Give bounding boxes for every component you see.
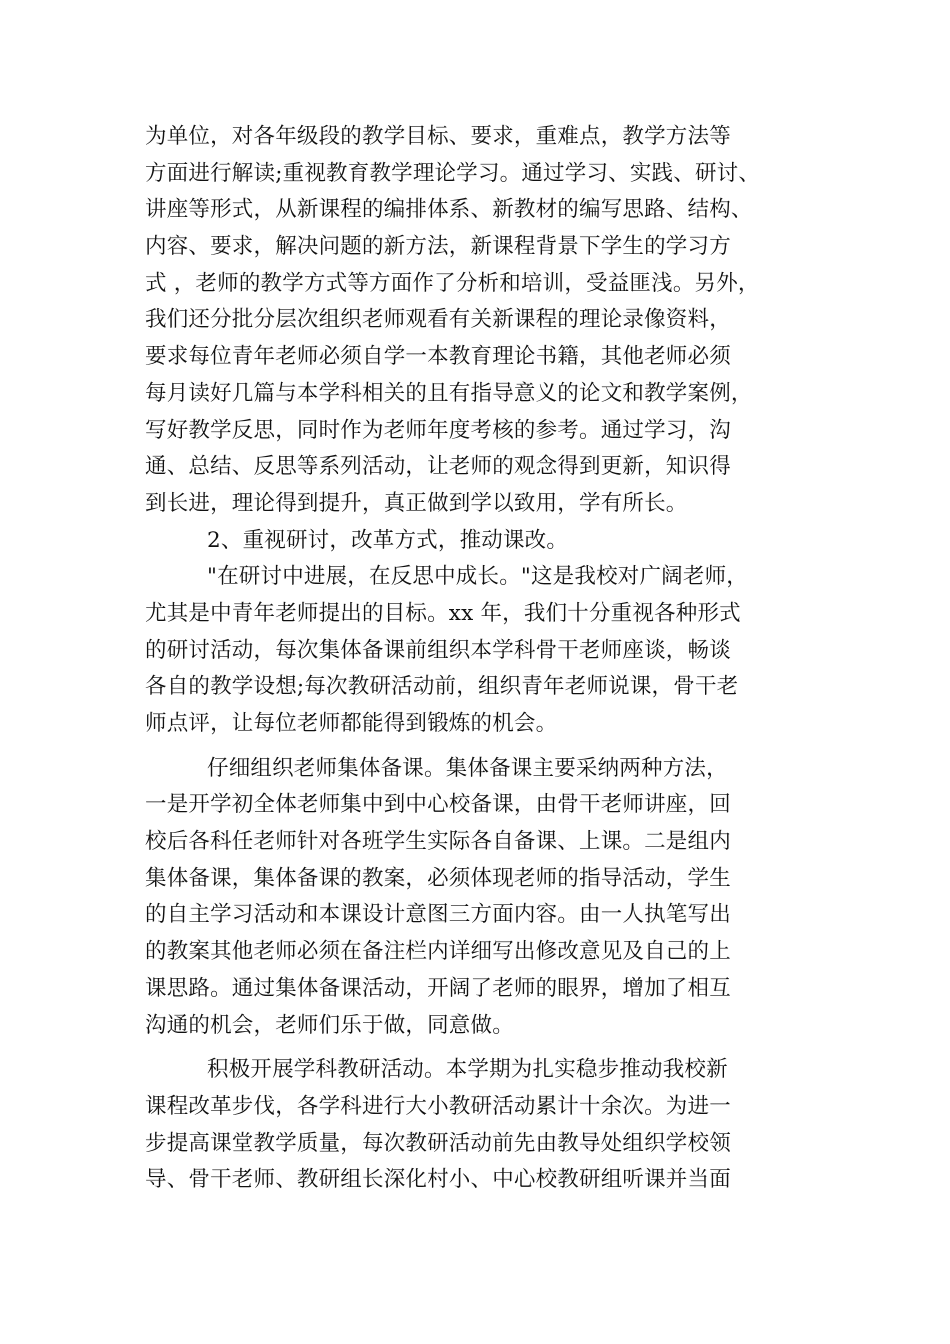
text-line: 一是开学初全体老师集中到中心校备课，由骨干老师讲座，回 — [145, 792, 731, 818]
text-line: 的自主学习活动和本课设计意图三方面内容。由一人执笔写出 — [145, 902, 731, 928]
text-line: 讲座等形式，从新课程的编排体系、新教材的编写思路、结构、 — [145, 197, 753, 223]
section-heading — [145, 523, 815, 560]
paragraph — [145, 1052, 815, 1199]
text-line: 2、重视研讨，改革方式，推动课改。 — [207, 527, 569, 553]
text-line: 沟通的机会，老师们乐于做，同意做。 — [145, 1012, 514, 1038]
text-line: 式 ，老师的教学方式等方面作了分析和培训，受益匪浅。另外， — [145, 270, 760, 296]
text-line: 仔细组织老师集体备课。集体备课主要采纳两种方法， — [207, 755, 728, 781]
text-line: 到长进，理论得到提升，真正做到学以致用，学有所长。 — [145, 490, 688, 516]
text-line: 为单位，对各年级段的教学目标、要求，重难点，教学方法等 — [145, 124, 731, 149]
text-line: "在研讨中进展，在反思中成长。"这是我校对广阔老师， — [207, 564, 748, 590]
paragraph — [145, 119, 815, 523]
text-line: 课思路。通过集体备课活动，开阔了老师的眼界，增加了相互 — [145, 975, 731, 1001]
paragraph — [145, 559, 815, 742]
text-line: 积极开展学科教研活动。本学期为扎实稳步推动我校新 — [207, 1057, 728, 1083]
text-line: 内容、要求，解决问题的新方法，新课程背景下学生的学习方 — [145, 234, 731, 260]
text-line: 我们还分批分层次组织老师观看有关新课程的理论录像资料， — [145, 307, 731, 333]
paragraph-gap — [145, 743, 815, 751]
text-line: 师点评，让每位老师都能得到锻炼的机会。 — [145, 711, 558, 736]
text-line: 要求每位青年老师必须自学一本教育理论书籍，其他老师必须 — [145, 344, 731, 370]
text-line: 的研讨活动，每次集体备课前组织本学科骨干老师座谈，畅谈 — [145, 637, 731, 663]
text-line: 校后各科任老师针对各班学生实际各自备课、上课。二是组内 — [145, 829, 731, 855]
text-line: 方面进行解读;重视教育教学理论学习。通过学习、实践、研讨、 — [145, 160, 761, 186]
text-line: 集体备课，集体备课的教案，必须体现老师的指导活动，学生 — [145, 865, 731, 891]
text-line: 导、骨干老师、教研组长深化村小、中心校教研组听课并当面 — [145, 1167, 731, 1193]
text-line: 通、总结、反思等系列活动，让老师的观念得到更新，知识得 — [145, 454, 731, 480]
text-line: 尤其是中青年老师提出的目标。xx 年，我们十分重视各种形式 — [145, 600, 741, 626]
text-line: 各自的教学设想;每次教研活动前，组织青年老师说课，骨干老 — [145, 674, 739, 700]
paragraph-gap — [145, 1044, 815, 1052]
text-line: 每月读好几篇与本学科相关的且有指导意义的论文和教学案例， — [145, 380, 753, 406]
text-line: 步提高课堂教学质量，每次教研活动前先由教导处组织学校领 — [145, 1130, 731, 1156]
text-line: 课程改革步伐，各学科进行大小教研活动累计十余次。为进一 — [145, 1093, 731, 1119]
paragraph — [145, 751, 815, 1045]
text-line: 的教案其他老师必须在备注栏内详细写出修改意见及自己的上 — [145, 939, 731, 965]
document-body — [145, 119, 815, 1199]
text-line: 写好教学反思，同时作为老师年度考核的参考。通过学习，沟 — [145, 417, 731, 443]
